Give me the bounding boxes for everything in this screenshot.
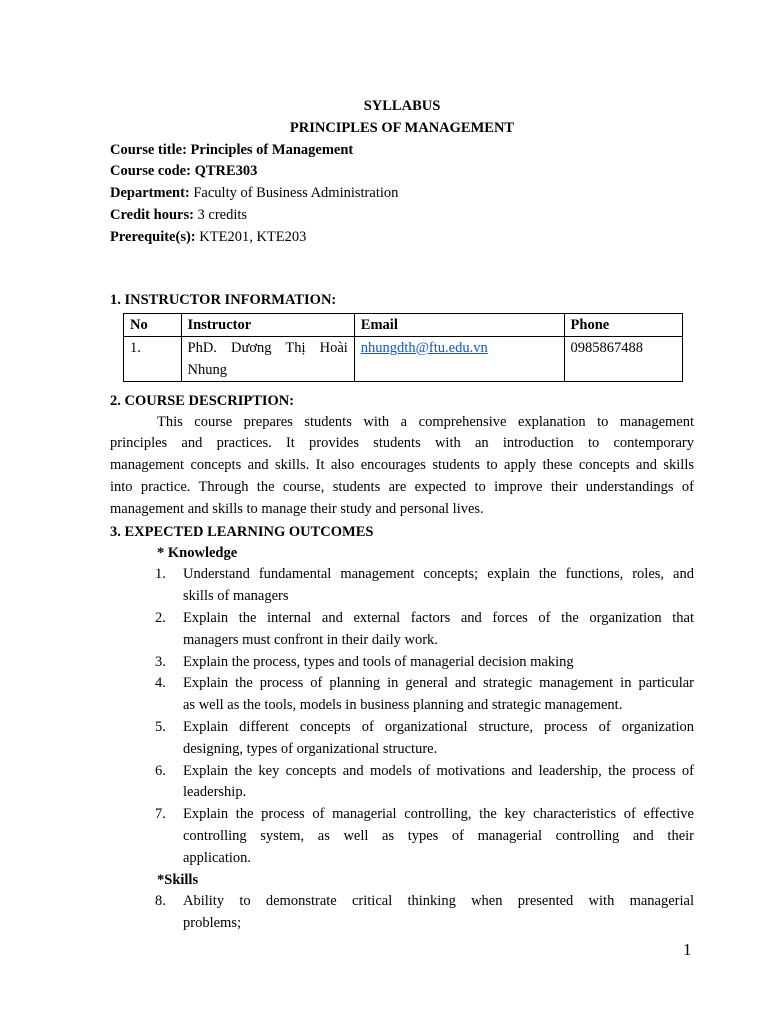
- list-item: [110, 761, 694, 805]
- instructor-no: 1.: [124, 336, 182, 381]
- description-line: into practice. Through the course, students are expected to improve their understandings of: [110, 478, 694, 495]
- instructor-name-line1: PhD. Dương Thị Hoài: [187, 339, 348, 356]
- item-number: 1.: [155, 566, 166, 583]
- syllabus-page: [110, 96, 694, 935]
- course-description-text: [110, 412, 694, 521]
- table-row: [124, 336, 683, 381]
- outcomes-heading: 3. EXPECTED LEARNING OUTCOMES: [110, 523, 374, 540]
- course-title-label: Course title:: [110, 141, 187, 158]
- course-code-value: QTRE303: [194, 163, 258, 180]
- instructor-table-header: [124, 313, 683, 336]
- item-number: 4.: [155, 675, 166, 692]
- item-line: Understand fundamental management concepts; explain the functions, roles, and: [183, 566, 694, 583]
- list-item: [110, 564, 694, 608]
- description-line: principles and practices. It provides students with an introduction to contemporary: [110, 435, 694, 452]
- course-title-row: [110, 140, 694, 162]
- course-code-row: [110, 161, 694, 183]
- department-label: Department:: [110, 185, 190, 202]
- item-line: Explain the process, types and tools of managerial decision making: [183, 653, 574, 670]
- doc-title: SYLLABUS: [363, 98, 441, 114]
- department-value: Faculty of Business Administration: [193, 185, 399, 202]
- item-line: leadership.: [183, 784, 247, 801]
- knowledge-list: [110, 564, 694, 869]
- item-line: Explain the internal and external factors and forces of the organization that: [183, 609, 694, 626]
- item-line: Ability to demonstrate critical thinking when presented with managerial: [183, 893, 694, 910]
- item-number: 3.: [155, 653, 166, 670]
- credit-hours-value: 3 credits: [197, 206, 248, 223]
- col-header-no: No: [124, 313, 182, 336]
- item-line: application.: [183, 849, 252, 866]
- col-header-phone: Phone: [564, 313, 682, 336]
- prerequisites-value: KTE201, KTE203: [199, 228, 307, 245]
- item-line: Explain the process of managerial controlling, the key characteristics of effective: [183, 806, 694, 823]
- item-line: Explain different concepts of organizational structure, process of organization: [183, 718, 694, 735]
- list-item: [110, 891, 694, 935]
- item-number: 8.: [155, 893, 166, 910]
- instructor-phone: 0985867488: [564, 336, 682, 381]
- skills-label-text: *Skills: [157, 871, 199, 888]
- description-line: management and skills to manage their study and personal lives.: [110, 500, 484, 517]
- list-item: [110, 717, 694, 761]
- course-title-value: Principles of Management: [190, 141, 354, 158]
- item-line: Explain the process of planning in general and strategic management in particular: [183, 675, 694, 692]
- knowledge-label: * Knowledge: [157, 544, 238, 561]
- skills-label: [110, 870, 694, 892]
- col-header-instructor: Instructor: [181, 313, 354, 336]
- credit-hours-label: Credit hours:: [110, 206, 194, 223]
- doc-subtitle: PRINCIPLES OF MANAGEMENT: [289, 119, 515, 136]
- item-number: 2.: [155, 609, 166, 626]
- instructor-name: [181, 336, 354, 381]
- instructor-name-line2: Nhung: [187, 361, 227, 378]
- prerequisites-label: Prerequite(s):: [110, 228, 196, 245]
- item-number: 7.: [155, 806, 166, 823]
- item-line: controlling system, as well as types of managerial controlling and their: [183, 827, 694, 844]
- list-item: [110, 804, 694, 869]
- department-row: [110, 183, 694, 205]
- list-item: [110, 608, 694, 652]
- col-header-email: Email: [354, 313, 564, 336]
- item-number: 6.: [155, 762, 166, 779]
- instructor-email-cell: [354, 336, 564, 381]
- item-line: skills of managers: [183, 588, 289, 605]
- instructor-heading: 1. INSTRUCTOR INFORMATION:: [110, 291, 337, 308]
- description-line: This course prepares students with a comprehensive explanation to management: [157, 413, 694, 430]
- list-item: [110, 673, 694, 717]
- prerequisites-row: [110, 227, 694, 249]
- course-code-label: Course code:: [110, 163, 191, 180]
- skills-list: [110, 891, 694, 935]
- item-line: problems;: [183, 915, 241, 932]
- list-item: [110, 652, 694, 674]
- credit-hours-row: [110, 205, 694, 227]
- page-number: 1: [683, 940, 692, 959]
- item-line: designing, types of organizational structure.: [183, 740, 438, 757]
- course-description-heading: 2. COURSE DESCRIPTION:: [110, 392, 295, 409]
- description-line: management concepts and skills. It also encourages students to apply these concepts and skills: [110, 457, 694, 474]
- item-line: as well as the tools, models in business planning and strategic management.: [183, 697, 623, 714]
- item-line: Explain the key concepts and models of motivations and leadership, the process of: [183, 762, 694, 779]
- item-line: managers must confront in their daily work.: [183, 631, 438, 648]
- item-number: 5.: [155, 718, 166, 735]
- instructor-table: [123, 313, 683, 382]
- instructor-email-link[interactable]: nhungdth@ftu.edu.vn: [360, 339, 488, 356]
